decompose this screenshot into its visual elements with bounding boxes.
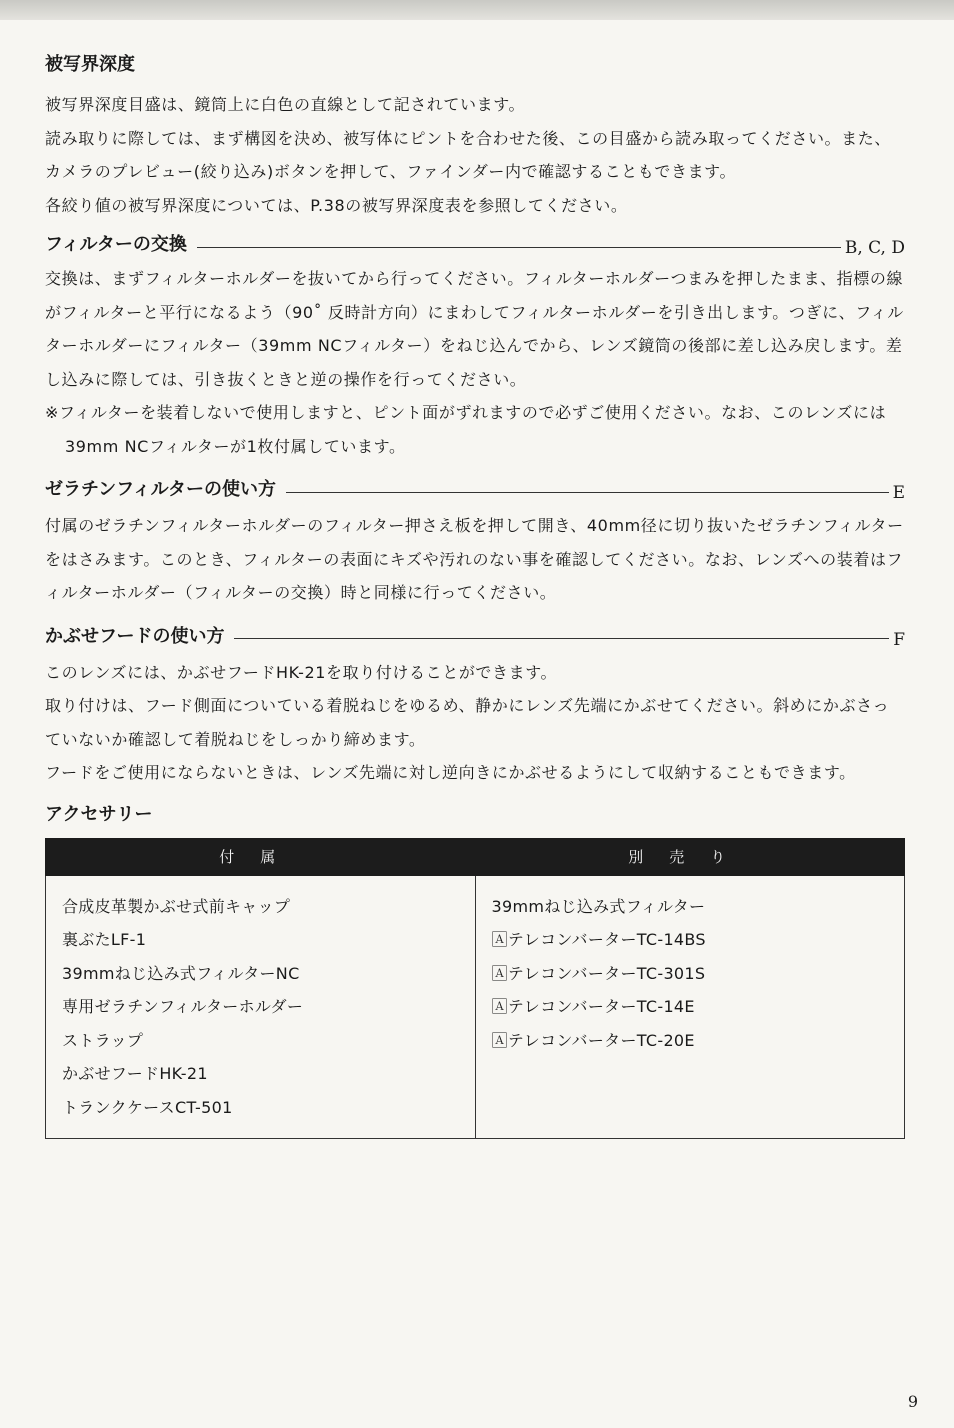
section-heading <box>45 624 905 650</box>
list-item: 🄰テレコンバーターTC-14BS <box>491 930 706 949</box>
leader-rule <box>197 247 841 248</box>
list-item: 🄰テレコンバーターTC-20E <box>491 1030 695 1050</box>
section-title: アクセサリー <box>45 803 153 825</box>
paragraph: 各絞り値の被写界深度については、P.38の被写界深度表を参照してください。 <box>45 195 628 215</box>
accessory-table <box>45 838 905 1140</box>
list-item: 39mmねじ込み式フィルター <box>491 896 706 916</box>
section-gelatin-filter <box>45 477 905 610</box>
section-heading <box>45 477 905 503</box>
section-title: フィルターの交換 <box>45 234 187 255</box>
note: ※フィルターを装着しないで使用しますと、ピント面がずれますので必ずご使用ください。なお、このレンズには39mm NCフィルターが1枚付属しています。 <box>45 403 887 456</box>
paragraph: このレンズには、かぶせフードHK-21を取り付けることができます。 <box>45 662 558 682</box>
section-heading <box>45 232 905 258</box>
list-item: 専用ゼラチンフィルターホルダー <box>62 997 304 1016</box>
column-header-included: 付属 <box>46 838 476 875</box>
leader-rule <box>286 492 889 493</box>
figure-ref: F <box>893 629 905 650</box>
list-item: かぶせフードHK-21 <box>62 1064 208 1083</box>
included-list <box>46 875 476 1139</box>
separate-list <box>475 875 905 1139</box>
figure-ref: E <box>892 483 905 503</box>
scan-top-band <box>0 0 954 20</box>
paragraph: 付属のゼラチンフィルターホルダーのフィルター押さえ板を押して開き、40mm径に切り抜いたゼラチンフィルターをはさみます。このとき、フィルターの表面にキズや汚れのない事を確認してください。なお、レンズへの装着はフィルターホルダー（フィルターの交換）時と同様に行ってください。 <box>45 516 904 602</box>
list-item: トランクケースCT-501 <box>62 1097 233 1117</box>
section-title: かぶせフードの使い方 <box>45 625 225 647</box>
page-number: 9 <box>907 1392 918 1411</box>
section-filter-change <box>45 232 905 463</box>
section-hood <box>45 624 905 790</box>
section-accessories <box>45 802 905 1140</box>
column-header-separate: 別売り <box>475 838 905 875</box>
manual-page <box>45 52 905 1139</box>
list-item: 39mmねじ込み式フィルターNC <box>62 963 300 983</box>
paragraph: フードをご使用にならないときは、レンズ先端に対し逆向きにかぶせるようにして収納することもできます。 <box>45 763 856 782</box>
list-item: 合成皮革製かぶせ式前キャップ <box>62 896 291 916</box>
section-title: 被写界深度 <box>45 54 135 75</box>
leader-rule <box>234 638 889 639</box>
list-item: 裏ぶたLF-1 <box>62 930 147 949</box>
paragraph: 被写界深度目盛は、鏡筒上に白色の直線として記されています。 <box>45 95 526 114</box>
section-depth-of-field <box>45 52 905 222</box>
section-title: ゼラチンフィルターの使い方 <box>45 479 276 500</box>
list-item: 🄰テレコンバーターTC-301S <box>491 963 706 983</box>
list-item: ストラップ <box>62 1030 144 1050</box>
figure-ref: B, C, D <box>844 238 905 258</box>
list-item: 🄰テレコンバーターTC-14E <box>491 997 695 1016</box>
paragraph: 読み取りに際しては、まず構図を決め、被写体にピントを合わせた後、この目盛から読み取ってください。また、カメラのプレビュー(絞り込み)ボタンを押して、ファインダー内で確認することもできます。 <box>45 128 891 181</box>
paragraph: 交換は、まずフィルターホルダーを抜いてから行ってください。フィルターホルダーつまみを押したまま、指標の線がフィルターと平行になるよう（90˚ 反時計方向）にまわしてフィルターホルダーを引き出します。つぎに、フィルターホルダーにフィルター（39mm NCフィルター）をねじ込んでから、レンズ鏡筒の後部に差し込み戻します。差し込みに際しては、引き抜くときと逆の操作を行ってください。 <box>45 269 904 389</box>
paragraph: 取り付けは、フード側面についている着脱ねじをゆるめ、静かにレンズ先端にかぶせてください。斜めにかぶさっていないか確認して着脱ねじをしっかり締めます。 <box>45 696 890 749</box>
